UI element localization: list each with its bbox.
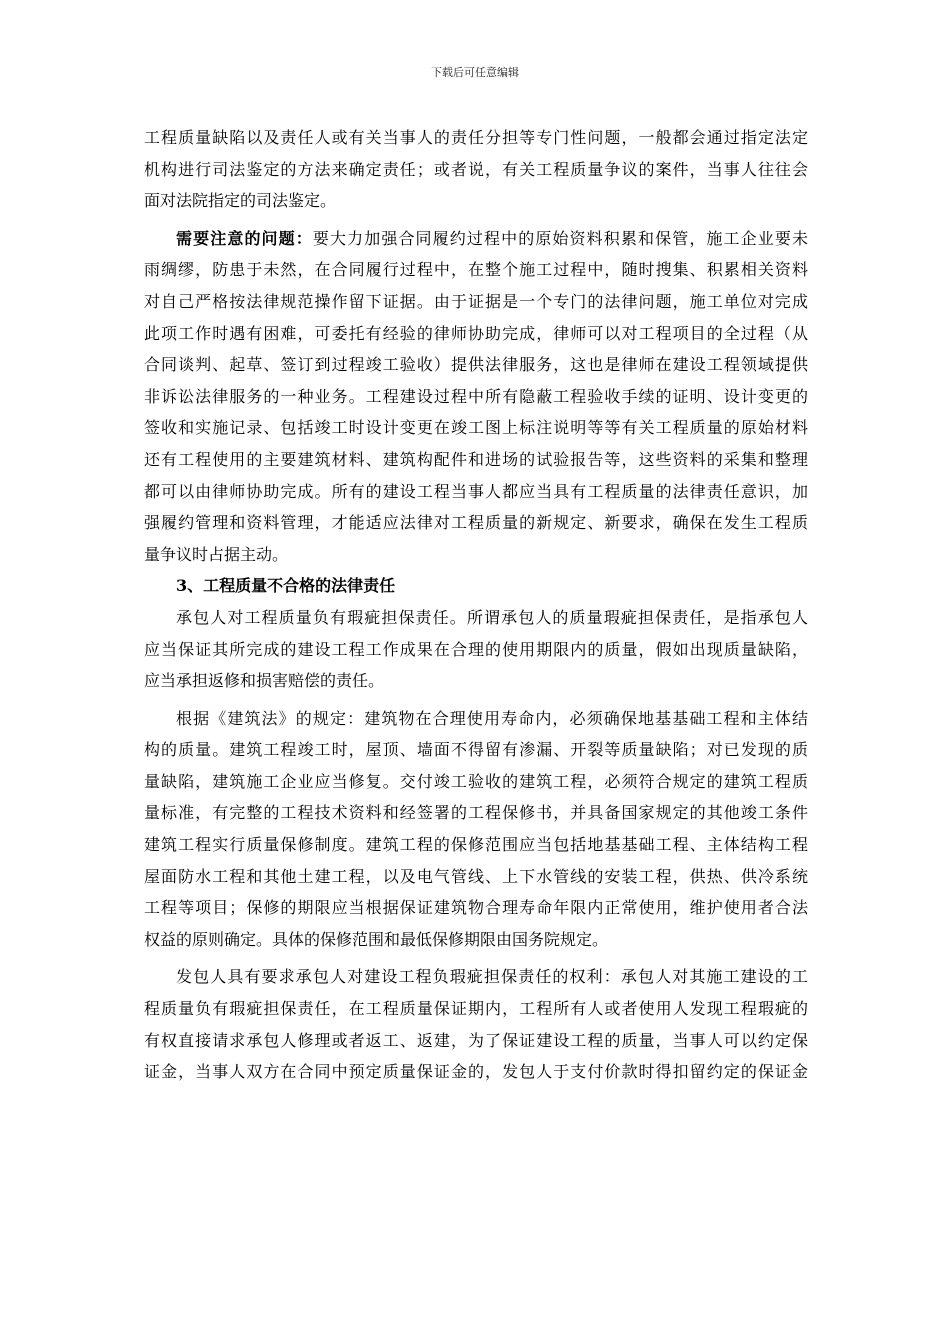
page-header: 下载后可任意编辑 [431,66,519,79]
text-line: 程质量负有瑕疵担保责任，在工程质量保证期内，工程所有人或者使用人发现工程瑕疵的 [144,999,808,1019]
paragraph [144,122,808,217]
paragraph [144,223,808,571]
text-line: 构的质量。建筑工程竣工时，屋顶、墙面不得留有渗漏、开裂等质量缺陷；对已发现的质 [144,740,808,760]
text-line: 非诉讼法律服务的一种业务。工程建设过程中所有隐蔽工程验收手续的证明、设计变更的 [144,386,808,406]
text-line: 屋面防水工程和其他土建工程，以及电气管线、上下水管线的安装工程，供热、供冷系统 [144,866,808,886]
text-line: 应当保证其所完成的建设工程工作成果在合理的使用期限内的质量，假如出现质量缺陷， [144,639,808,659]
text-line: 此项工作时遇有困难，可委托有经验的律师协助完成，律师可以对工程项目的全过程（从 [144,323,808,343]
paragraph [144,961,808,1087]
text-line: 量争议时占据主动。 [144,544,289,564]
text-line: 应当承担返修和损害赔偿的责任。 [144,671,385,691]
text-line: 雨绸缪，防患于未然，在合同履行过程中，在整个施工过程中，随时搜集、积累相关资料 [144,260,808,280]
text-line: 量缺陷，建筑施工企业应当修复。交付竣工验收的建筑工程，必须符合规定的建筑工程质 [144,771,808,791]
text-line: 承包人对工程质量负有瑕疵担保责任。所谓承包人的质量瑕疵担保责任，是指承包人 [176,607,808,627]
text-line: 面对法院指定的司法鉴定。 [144,191,337,211]
text-line: 工程质量缺陷以及责任人或有关当事人的责任分担等专门性问题，一般都会通过指定法定 [144,128,808,147]
text-line: 量标准，有完整的工程技术资料和经签署的工程保修书，并具备国家规定的其他竣工条件 [144,803,808,823]
text-line: 建筑工程实行质量保修制度。建筑工程的保修范围应当包括地基基础工程、主体结构工程 [144,835,808,855]
paragraph [144,703,808,956]
text-line: 强履约管理和资料管理，才能适应法律对工程质量的新规定、新要求，确保在发生工程质 [144,513,808,533]
text-line: 有权直接请求承包人修理或者返工、返建，为了保证建设工程的质量，当事人可以约定保 [144,1030,808,1050]
text-line: 合同谈判、起草、签订到过程竣工验收）提供法律服务，这也是律师在建设工程领域提供 [144,355,808,375]
text-line: 发包人具有要求承包人对建设工程负瑕疵担保责任的权利：承包人对其施工建设的工 [176,967,808,987]
text-line: 根据《建筑法》的规定：建筑物在合理使用寿命内，必须确保地基基础工程和主体结 [176,708,808,728]
text-line: 证金，当事人双方在合同中预定质量保证金的，发包人于支付价款时得扣留约定的保证金 [144,1062,808,1082]
text-line: 还有工程使用的主要建筑材料、建筑构配件和进场的试验报告等，这些资料的采集和整理 [144,449,808,469]
text-line: 权益的原则确定。具体的保修范围和最低保修期限由国务院规定。 [144,929,609,949]
document-body [144,122,808,1088]
text-line: 工程等项目；保修的期限应当根据保证建筑物合理寿命年限内正常使用，维护使用者合法 [144,898,808,918]
bold-lead: 需要注意的问题： [176,228,313,248]
section-heading: 3、工程质量不合格的法律责任 [176,576,396,596]
text-line [144,223,808,255]
text-line: 都可以由律师协助完成。所有的建设工程当事人都应当具有工程质量的法律责任意识，加 [144,481,808,501]
paragraph [144,602,808,697]
text-line: 对自己严格按法律规范操作留下证据。由于证据是一个专门的法律问题，施工单位对完成 [144,291,808,311]
text-line-rest: 要大力加强合同履约过程中的原始资料积累和保管，施工企业要未 [312,228,808,248]
text-line: 签收和实施记录、包括竣工时设计变更在竣工图上标注说明等等有关工程质量的原始材料 [144,418,808,438]
text-line: 机构进行司法鉴定的方法来确定责任；或者说，有关工程质量争议的案件，当事人往往会 [144,159,808,179]
